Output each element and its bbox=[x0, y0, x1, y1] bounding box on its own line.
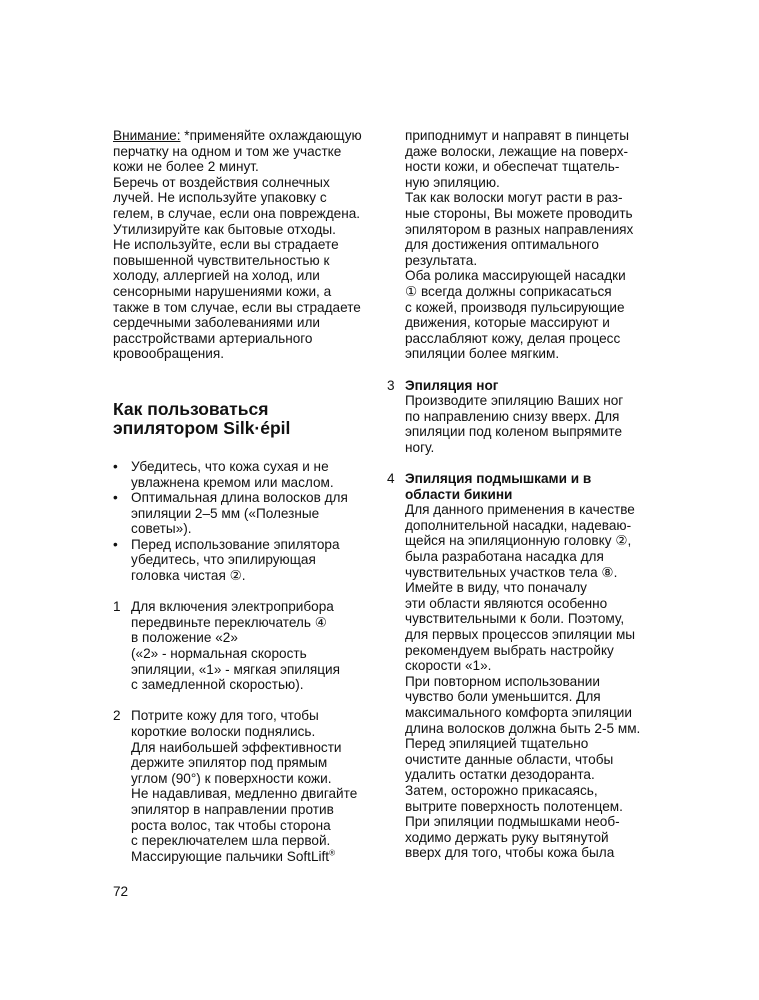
registered-mark: ® bbox=[329, 848, 335, 858]
continuation-line: ① всегда должны соприкасаться bbox=[405, 283, 612, 299]
continuation-line: ные стороны, Вы можете проводить bbox=[405, 205, 633, 221]
step-line: в положение «2» bbox=[131, 630, 238, 646]
warning-line: сердечными заболеваниями или bbox=[113, 315, 320, 331]
warning-line: кровообращения. bbox=[113, 346, 224, 362]
step-line: чувствительных участков тела ⑧. bbox=[405, 564, 618, 580]
step-line: скорости «1». bbox=[405, 658, 492, 674]
right-column bbox=[387, 128, 649, 861]
bullet-symbol: • bbox=[113, 536, 118, 552]
step-line: ногу. bbox=[405, 439, 435, 455]
warning-line: сенсорными нарушениями кожи, а bbox=[113, 283, 332, 299]
continuation-line: эпиляции более мягким. bbox=[405, 346, 560, 362]
warning-line: перчатку на одном и том же участке bbox=[113, 143, 342, 159]
step-line: Имейте в виду, что поначалу bbox=[405, 580, 587, 596]
step-line: максимального комфорта эпиляции bbox=[405, 704, 632, 720]
warning-line: также в том случае, если вы страдаете bbox=[113, 299, 361, 315]
step-line: Для наибольшей эффективности bbox=[131, 739, 342, 755]
continuation-line: с кожей, производя пульсирующие bbox=[405, 299, 625, 315]
step-line: вытрите поверхность полотенцем. bbox=[405, 798, 623, 814]
step-line: чувствительными к боли. Поэтому, bbox=[405, 611, 625, 627]
continuation-line: Так как волоски могут расти в раз- bbox=[405, 190, 623, 206]
continuation-line: результата. bbox=[405, 252, 478, 268]
bullet-line: Убедитесь, что кожа сухая и не bbox=[131, 458, 329, 474]
warning-label: Внимание: bbox=[113, 128, 181, 143]
step-last-line bbox=[131, 849, 375, 865]
step-number: 4 bbox=[387, 471, 395, 487]
step-line: очистите данные области, чтобы bbox=[405, 751, 614, 767]
continuation-line: Оба ролика массирующей насадки bbox=[405, 268, 626, 284]
step-line: передвиньте переключатель ④ bbox=[131, 614, 327, 630]
left-column bbox=[113, 128, 375, 864]
step-line: Не надавливая, медленно двигайте bbox=[131, 786, 358, 802]
warning-line: лучей. Не используйте упаковку с bbox=[113, 190, 327, 206]
step-line: ходимо держать руку вытянутой bbox=[405, 829, 609, 845]
heading-line-2: эпилятором Silk·épil bbox=[113, 418, 291, 439]
continuation-line: расслабляют кожу, делая процесс bbox=[405, 330, 621, 346]
step-line: дополнительной насадки, надеваю- bbox=[405, 517, 632, 533]
bullet-symbol: • bbox=[113, 490, 118, 506]
step-line: эпиляции, «1» - мягкая эпиляция bbox=[131, 661, 341, 677]
warning-block bbox=[113, 128, 375, 362]
continuation-line: эпилятором в разных направлениях bbox=[405, 221, 634, 237]
bullet-line: советы»). bbox=[131, 521, 192, 537]
step-number: 1 bbox=[113, 599, 121, 615]
step-line: Затем, осторожно прикасаясь, bbox=[405, 782, 598, 798]
bullet-line: Перед использование эпилятора bbox=[131, 536, 340, 552]
continuation-line: для достижения оптимального bbox=[405, 237, 599, 253]
step-line: короткие волоски поднялись. bbox=[131, 724, 316, 739]
step-line: держите эпилятор под прямым bbox=[131, 755, 328, 771]
step-title: Эпиляция ног bbox=[405, 377, 499, 393]
step-line: Производите эпиляцию Ваших ног bbox=[405, 393, 624, 409]
step-line: вверх для того, чтобы кожа была bbox=[405, 845, 615, 861]
continuation-line: ности кожи, и обеспечат тщатель- bbox=[405, 159, 620, 175]
step-3 bbox=[387, 378, 649, 456]
step-line: Перед эпиляцией тщательно bbox=[405, 736, 589, 752]
step-line: Потрите кожу для того, чтобы bbox=[131, 708, 319, 724]
warning-line: Утилизируйте как бытовые отходы. bbox=[113, 221, 336, 237]
step-line: Для включения электроприбора bbox=[131, 599, 334, 615]
bullet-item bbox=[113, 537, 375, 584]
warning-line: Не используйте, если вы страдаете bbox=[113, 237, 339, 253]
step-1 bbox=[113, 599, 375, 693]
step-line: При эпиляции подмышками необ- bbox=[405, 814, 620, 830]
bullet-line: увлажнена кремом или маслом. bbox=[131, 474, 334, 490]
step-line: по направлению снизу вверх. Для bbox=[405, 408, 620, 424]
bullet-list bbox=[113, 459, 375, 584]
bullet-line: эпиляции 2–5 мм («Полезные bbox=[131, 505, 320, 521]
warning-line: кожи не более 2 минут. bbox=[113, 159, 259, 175]
step-line: эти области являются особенно bbox=[405, 595, 608, 611]
warning-line: расстройствами артериального bbox=[113, 330, 313, 346]
step-number: 3 bbox=[387, 377, 395, 393]
bullet-item bbox=[113, 459, 375, 490]
warning-first-rest: *применяйте охлаждающую bbox=[180, 128, 362, 143]
step-line: роста волос, так чтобы сторона bbox=[131, 817, 331, 833]
step-2-continuation bbox=[387, 128, 649, 362]
warning-line: холоду, аллергией на холод, или bbox=[113, 268, 320, 284]
section-heading bbox=[113, 400, 375, 439]
step-line: была разработана насадка для bbox=[405, 549, 604, 565]
step-line: Для данного применения в качестве bbox=[405, 502, 635, 518]
continuation-line: даже волоски, лежащие на поверх- bbox=[405, 143, 629, 159]
step-4 bbox=[387, 471, 649, 861]
step-line: углом (90°) к поверхности кожи. bbox=[131, 770, 332, 786]
step-line: для первых процессов эпиляции мы bbox=[405, 627, 636, 642]
step-last-text: Массирующие пальчики SoftLift bbox=[131, 848, 330, 864]
step-line: с переключателем шла первой. bbox=[131, 833, 331, 849]
page-number: 72 bbox=[113, 884, 129, 899]
bullet-line: головка чистая ②. bbox=[131, 568, 246, 584]
continuation-line: ную эпиляцию. bbox=[405, 174, 500, 190]
warning-line: гелем, в случае, если она повреждена. bbox=[113, 205, 361, 221]
step-line: («2» - нормальная скорость bbox=[131, 646, 307, 662]
warning-line: повышенной чувствительностью к bbox=[113, 252, 330, 268]
warning-line: Беречь от воздействия солнечных bbox=[113, 174, 330, 190]
continuation-line: приподнимут и направят в пинцеты bbox=[405, 128, 630, 143]
step-line: щейся на эпиляционную головку ②, bbox=[405, 533, 632, 549]
step-line: удалить остатки дезодоранта. bbox=[405, 767, 595, 783]
warning-first-line bbox=[113, 128, 375, 144]
step-title: области бикини bbox=[405, 486, 513, 502]
step-line: эпилятор в направлении против bbox=[131, 801, 334, 817]
heading-line-1: Как пользоваться bbox=[113, 398, 269, 419]
step-line: чувство боли уменьшится. Для bbox=[405, 689, 601, 705]
bullet-line: Оптимальная длина волосков для bbox=[131, 490, 348, 506]
step-line: длина волосков должна быть 2-5 мм. bbox=[405, 720, 641, 736]
step-line: с замедленной скоростью). bbox=[131, 677, 304, 693]
step-number: 2 bbox=[113, 708, 121, 724]
bullet-item bbox=[113, 490, 375, 537]
step-2 bbox=[113, 708, 375, 864]
continuation-line: движения, которые массируют и bbox=[405, 315, 610, 331]
step-line: При повторном использовании bbox=[405, 673, 600, 689]
bullet-line: убедитесь, что эпилирующая bbox=[131, 552, 316, 568]
bullet-symbol: • bbox=[113, 458, 118, 474]
step-title: Эпиляция подмышками и в bbox=[405, 471, 592, 487]
step-line: рекомендуем выбрать настройку bbox=[405, 642, 614, 658]
step-line: эпиляции под коленом выпрямите bbox=[405, 424, 623, 440]
